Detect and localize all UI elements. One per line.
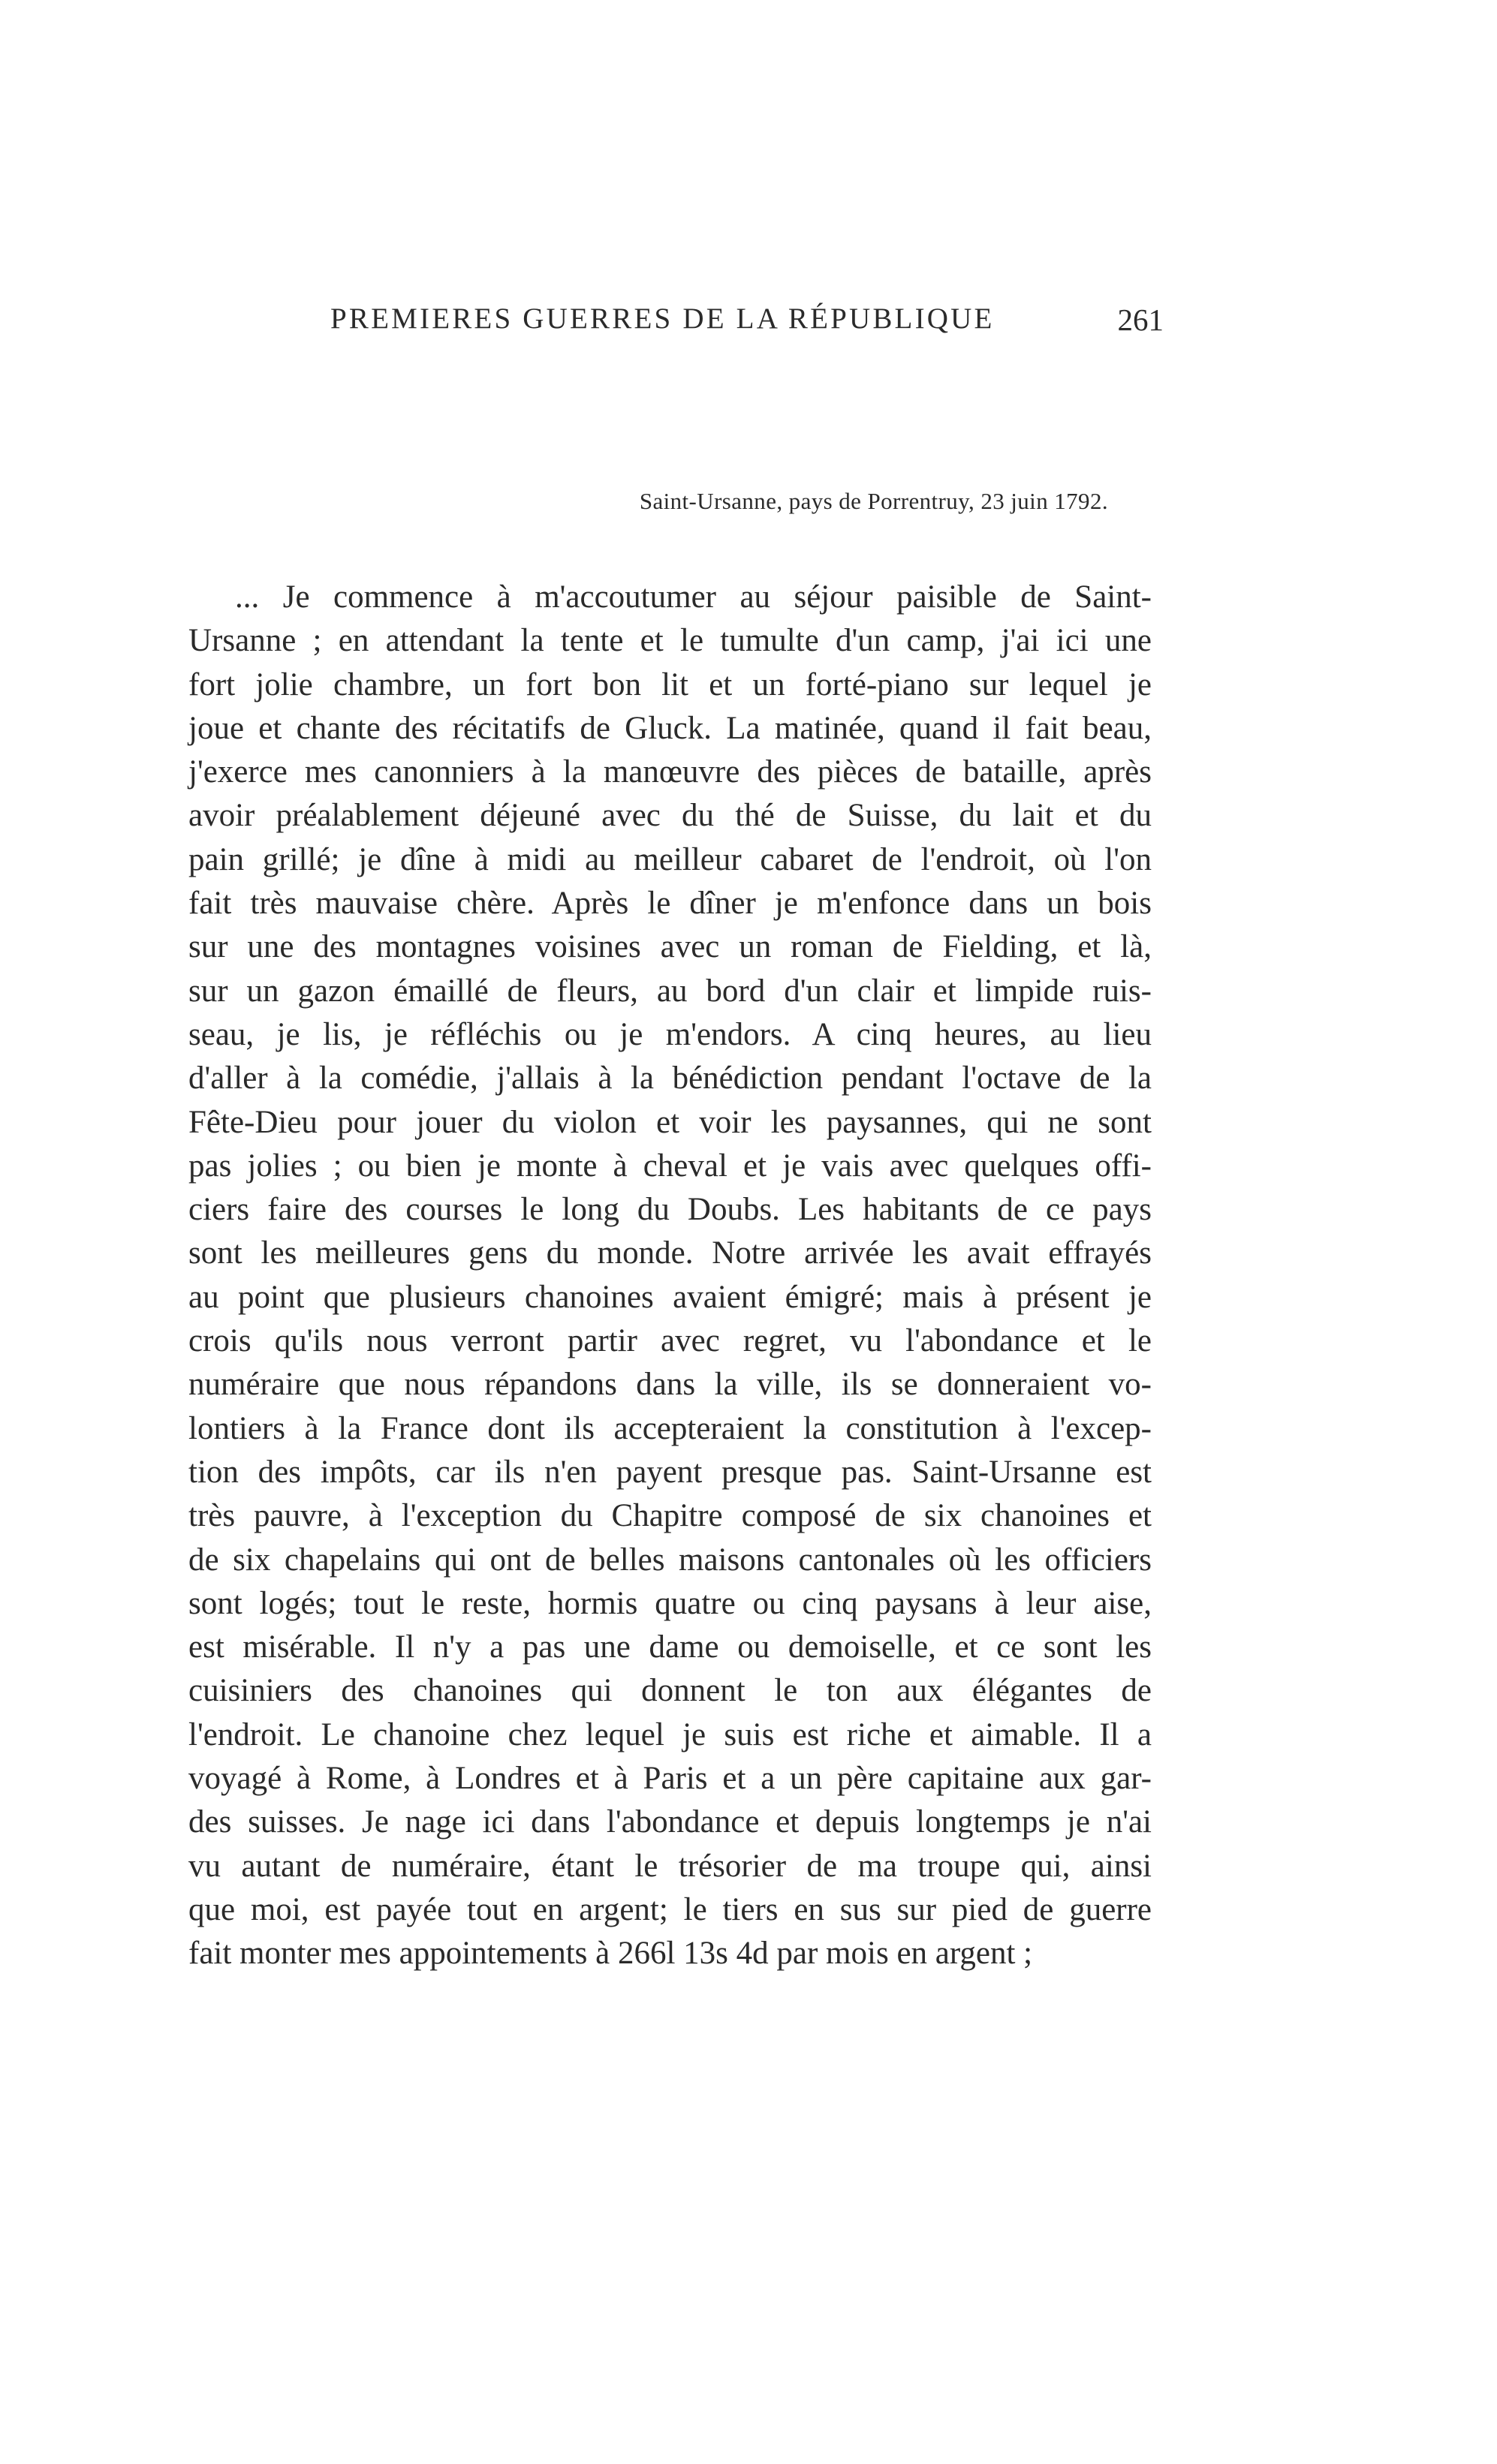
text-line: sont logés; tout le reste, hormis quatre ou cinq paysans à leur aise, [188,1585,1152,1621]
running-title: PREMIERES GUERRES DE LA RÉPUBLIQUE [330,302,995,335]
text-line: avoir préalablement déjeuné avec du thé de Suisse, du lait et du [188,798,1152,834]
text-line: de six chapelains qui ont de belles maisons cantonales où les officiers [188,1542,1152,1578]
text-line: ciers faire des courses le long du Doubs. Les habitants de ce pays [188,1192,1152,1228]
text-line: sur une des montagnes voisines avec un roman de Fielding, et là, [188,929,1152,965]
page-header [330,302,1164,347]
text-line: cuisiniers des chanoines qui donnent le ton aux élégantes de [188,1673,1152,1709]
text-line: j'exerce mes canonniers à la manœuvre des pièces de bataille, après [188,754,1152,790]
text-line: tion des impôts, car ils n'en payent presque pas. Saint-Ursanne est [188,1454,1152,1490]
text-line: pas jolies ; ou bien je monte à cheval et je vais avec quelques offi- [188,1148,1152,1184]
text-line: très pauvre, à l'exception du Chapitre composé de six chanoines et [188,1498,1152,1534]
text-line: lontiers à la France dont ils accepteraient la constitution à l'excep- [188,1410,1152,1446]
letter-dateline: Saint-Ursanne, pays de Porrentruy, 23 juin 1792. [639,488,1108,514]
text-line: joue et chante des récitatifs de Gluck. La matinée, quand il fait beau, [188,710,1152,746]
text-line: que moi, est payée tout en argent; le tiers en sus sur pied de guerre [188,1891,1152,1927]
text-line: fort jolie chambre, un fort bon lit et un forté-piano sur lequel je [188,666,1152,702]
text-line: sur un gazon émaillé de fleurs, au bord d'un clair et limpide ruis- [188,973,1152,1009]
text-line: ... Je commence à m'accoutumer au séjour paisible de Saint- [235,579,1152,615]
text-line: fait monter mes appointements à 266l 13s 4d par mois en argent ; [188,1936,1033,1972]
text-line: Fête-Dieu pour jouer du violon et voir les paysannes, qui ne sont [188,1104,1152,1140]
text-line: d'aller à la comédie, j'allais à la bénédiction pendant l'octave de la [188,1061,1152,1097]
text-line: au point que plusieurs chanoines avaient émigré; mais à présent je [188,1279,1152,1315]
text-line: des suisses. Je nage ici dans l'abondance et depuis longtemps je n'ai [188,1804,1152,1840]
text-line: l'endroit. Le chanoine chez lequel je suis est riche et aimable. Il a [188,1716,1152,1752]
text-line: pain grillé; je dîne à midi au meilleur cabaret de l'endroit, où l'on [188,841,1152,877]
page-number: 261 [1117,302,1164,337]
text-line: vu autant de numéraire, étant le trésorier de ma troupe qui, ainsi [188,1848,1152,1884]
text-line: voyagé à Rome, à Londres et à Paris et a un père capitaine aux gar- [188,1761,1152,1797]
text-line: est misérable. Il n'y a pas une dame ou demoiselle, et ce sont les [188,1629,1152,1665]
text-line: crois qu'ils nous verront partir avec regret, vu l'abondance et le [188,1323,1152,1359]
text-line: Ursanne ; en attendant la tente et le tumulte d'un camp, j'ai ici une [188,623,1152,659]
text-line: seau, je lis, je réfléchis ou je m'endors. A cinq heures, au lieu [188,1016,1152,1052]
text-line: numéraire que nous répandons dans la ville, ils se donneraient vo- [188,1367,1152,1403]
letter-body [188,576,1152,1976]
text-line: fait très mauvaise chère. Après le dîner je m'enfonce dans un bois [188,886,1152,922]
text-line: sont les meilleures gens du monde. Notre arrivée les avait effrayés [188,1235,1152,1271]
